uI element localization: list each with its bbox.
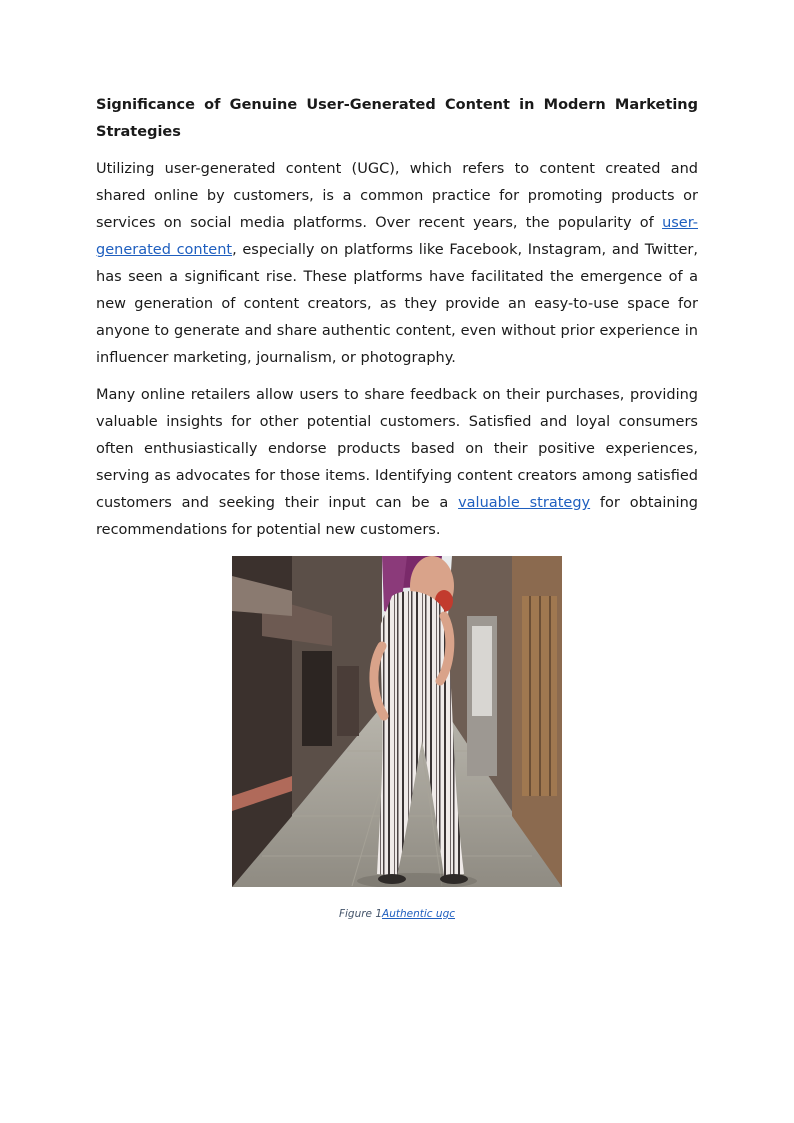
paragraph-text: , especially on platforms like Facebook, Instagram, and Twitter, has seen a significant rise. These platforms have facilitated the emergence of a new generation of content creators, as they provide an easy-to-use space for anyone to generate and share authentic content, even without prior experience in influencer marketing, journalism, or photography.: [96, 242, 698, 366]
paragraph-text: Utilizing user-generated content (UGC), which refers to content created and shared online by customers, is a common practice for promoting products or services on social media platforms. Over recent years, the popularity of: [96, 161, 698, 231]
valuable-strategy-link[interactable]: valuable strategy: [458, 495, 591, 511]
figure-caption: [0, 908, 794, 920]
paragraph-text: Many online retailers allow users to share feedback on their purchases, providing valuable insights for other potential customers. Satisfied and loyal consumers often enthusiastically endorse products based on their positive experiences, serving as advocates for those items. Identifying content creators among satisfied customers and seeking their input can be a: [96, 387, 698, 511]
paragraph-retailers: [96, 382, 698, 544]
article-body: [96, 92, 698, 544]
figure-image: [232, 556, 562, 887]
street-photo-illustration: [232, 556, 562, 887]
authentic-ugc-link[interactable]: Authentic ugc: [382, 908, 456, 920]
paragraph-text: for obtaining recommendations for potential new customers.: [96, 495, 698, 538]
caption-prefix: Figure 1: [338, 908, 383, 920]
article-heading: Significance of Genuine User-Generated Content in Modern Marketing Strategies: [96, 97, 698, 140]
paragraph-ugc-intro: [96, 156, 698, 372]
user-generated-content-link[interactable]: user-generated content: [96, 215, 698, 258]
